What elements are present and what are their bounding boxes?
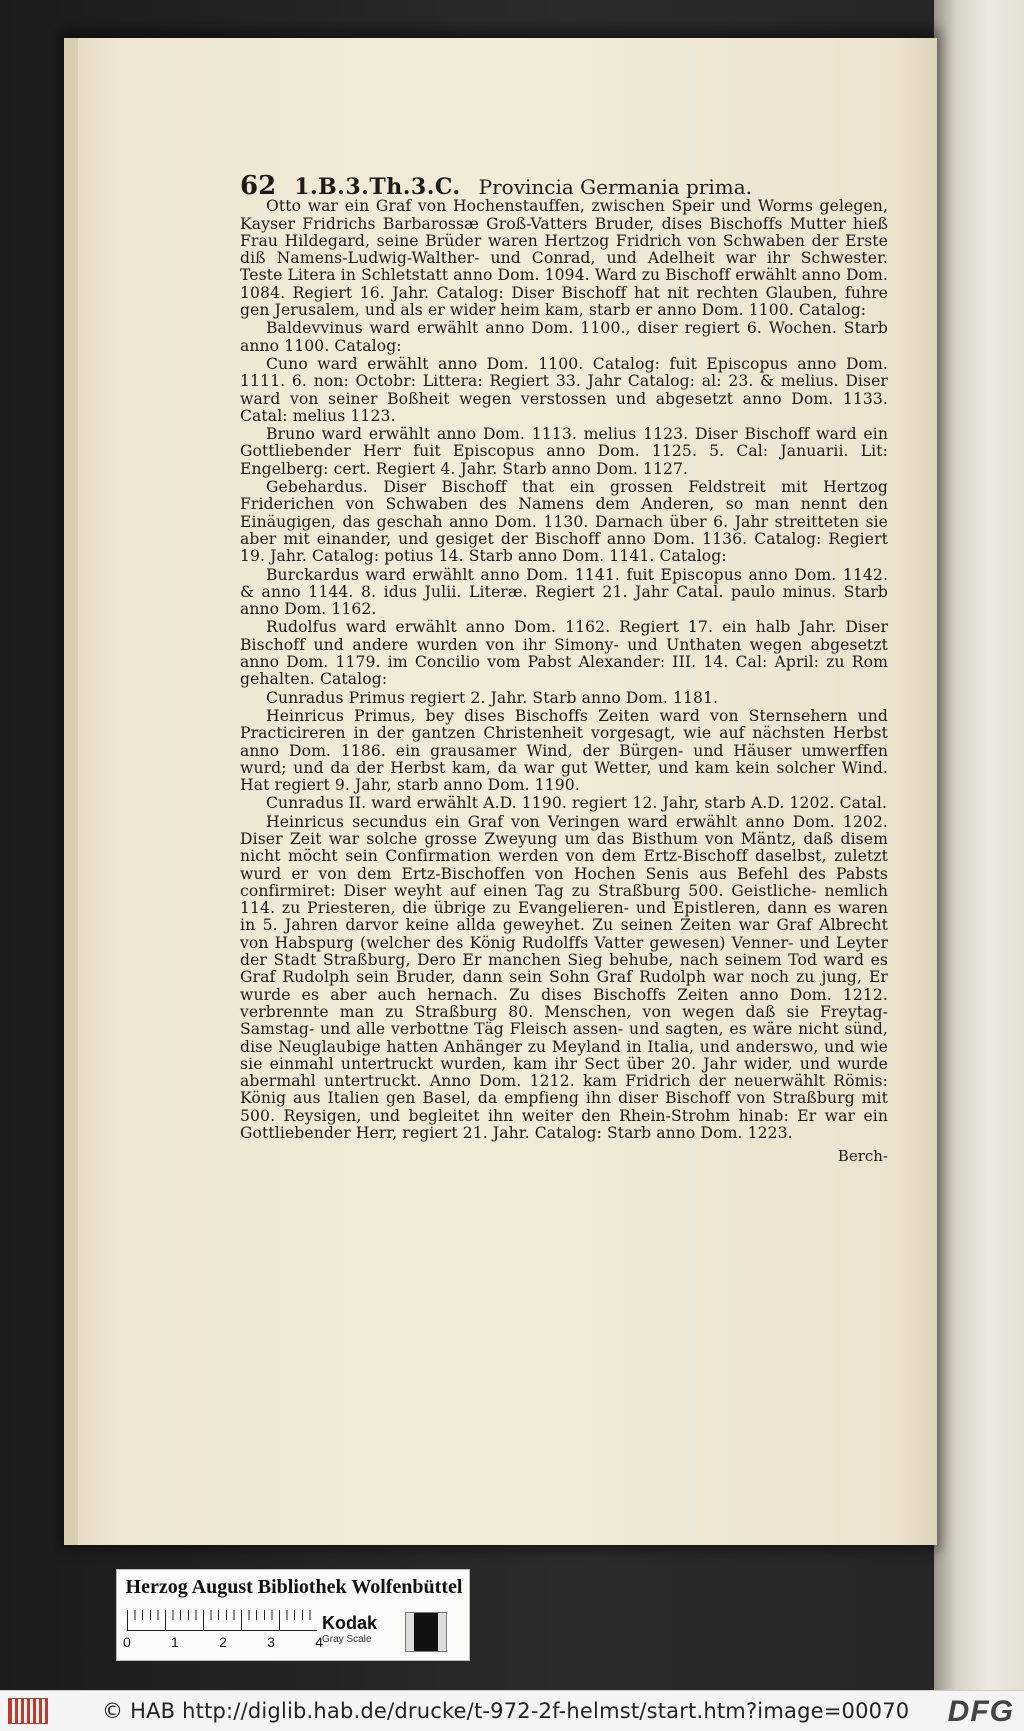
paragraph-gebehardus: Gebehardus. Diser Bischoff that ein grossen Feldstreit mit Hertzog Friderichen von Schwaben des Namens dem Anderen, so man nennt den Einäugigen, das geschah anno Dom. 1130. Darnach über 6. Jahr streitteten sie aber mit einander, und gesiget der Bischoff anno Dom. 1136. Catalog: Regiert 19. Jahr. Catalog: potius 14. Starb anno Dom. 1141. Catalog: <box>240 478 888 566</box>
dfg-logo[interactable]: DFG <box>947 1695 1014 1728</box>
viewer-footer-bar <box>0 1690 1024 1731</box>
ruler-scale <box>127 1610 317 1631</box>
paragraph-heinricus-primus: Heinricus Primus, bey dises Bischoffs Zeiten ward von Sternsehern und Practicireren in der gantzen Christenheit vorgesagt, wie auf nächsten Herbst anno Dom. 1186. ein grausamer Wind, der Bürgen- und Häuser umwerffen wurd; und da der Herbst kam, da war gut Wetter, und kam kein solcher Wind. Hat regiert 9. Jahr, starb anno Dom. 1190. <box>240 706 888 795</box>
paragraph-bruno: Bruno ward erwählt anno Dom. 1113. melius 1123. Diser Bischoff ward ein Gottliebender Herr fuit Episcopus anno Dom. 1125. 5. Cal: Januarii. Lit: Engelberg: cert. Regiert 4. Jahr. Starb anno Dom. 1127. <box>240 425 888 478</box>
color-calibration-card <box>116 1569 470 1661</box>
paragraph-otto: Otto war ein Graf von Hochenstauffen, zwischen Speir und Worms gelegen, Kayser Fridrichs Barbarossæ Groß-Vatters Bruder, dises Bischoffs Mutter hieß Frau Hildegard, seine Brüder waren Hertzog Fridrich von Schwaben der Erste diß Namens-Ludwig-Walther- und Conrad, und Adelheit war ihr Schwester. Teste Litera in Schletstatt anno Dom. 1094. Ward zu Bischoff erwählt anno Dom. 1084. Regiert 16. Jahr. Catalog: Diser Bischoff hat nit rechten Glauben, fuhre gen Jerusalem, und als er wider heim kam, starb er anno Dom. 1100. Catalog: <box>240 197 888 320</box>
next-page-edge <box>934 0 1024 1690</box>
page-number: 62 <box>240 171 277 201</box>
ruler-number: 4 <box>315 1634 323 1650</box>
page-text-block <box>240 171 888 1166</box>
running-head-latin: Provincia Germania prima. <box>478 175 752 199</box>
hab-logo-icon[interactable] <box>8 1698 48 1724</box>
ruler-number: 0 <box>123 1634 131 1650</box>
paragraph-rudolfus: Rudolfus ward erwählt anno Dom. 1162. Regiert 17. ein halb Jahr. Diser Bischoff und andere wurden von ihr Simony- und Unthaten wegen abgesetzt anno Dom. 1179. im Concilio vom Pabst Alexander: III. 14. Cal: April: zu Rom gehalten. Catalog: <box>240 618 888 689</box>
gray-scale-swatch <box>405 1612 447 1652</box>
catchword: Berch- <box>837 1147 888 1166</box>
paragraph-heinricus-secundus: Heinricus secundus ein Graf von Veringen ward erwählt anno Dom. 1202. Diser Zeit war solche grosse Zweyung um das Bisthum von Mäntz, daß disem nicht möcht sein Confirmation werden von dem Ertz-Bischoff daselbst, zuletzt wurd er von dem Ertz-Bischoffen von Hochen Senis aus Befehl des Pabsts confirmiret: Diser weyht auf einen Tag zu Straßburg 500. Geistliche- nemlich 114. zu Priesteren, die übrige zu Evangelieren- und Epistleren, dann es waren in 5. Jahren darvor keine allda geweyhet. Zu seinen Zeiten war Graf Albrecht von Habspurg (welcher des König Rudolffs Vatter gewesen) Venner- und Leyter der Stadt Straßburg, Dero Er manchen Sieg behube, nach seinem Tod ward es Graf Rudolph sein Bruder, dann sein Sohn Graf Rudolph war noch zu jung, Er wurde es aber auch hernach. Zu dises Bischoffs Zeiten anno Dom. 1212. verbrennte man zu Straßburg 80. Menschen, von wegen daß sie Freytag- Samstag- und alle verbottne Täg Fleisch assen- und sagten, es wäre nicht sünd, dise Neuglaubige hatten Anhänger zu Meyland in Italia, und anderswo, und wie sie einmahl untertruckt wurden, kam ihr Sect über 20. Jahr wider, und wurde abermahl untertruckt. Anno Dom. 1212. kam Fridrich der neuerwählt Römis: König aus Italien gen Basel, da empfieng ihn diser Bischoff von Straßburg mit 500. Reysigen, und begleitet ihn weiter den Rhein-Strohm hinab: Er war ein Gottliebender Herr, regiert 21. Jahr. Catalog: Starb anno Dom. 1223. <box>240 812 888 1143</box>
ruler-number: 2 <box>219 1634 227 1650</box>
paragraph-baldevvinus: Baldevvinus ward erwählt anno Dom. 1100., diser regiert 6. Wochen. Starb anno 1100. Catalog: <box>240 319 888 355</box>
gray-scale-label: Gray Scale <box>322 1634 372 1645</box>
paragraph-cuno: Cuno ward erwählt anno Dom. 1100. Catalog: fuit Episcopus anno Dom. 1111. 6. non: Octobr: Littera: Regiert 33. Jahr Catalog: al: 23. & melius. Diser ward von seiner Boßheit wegen verstossen und abgesetzt anno Dom. 1133. Catal: melius 1123. <box>240 354 888 425</box>
page-header <box>240 171 888 201</box>
library-name: Herzog August Bibliothek Wolfenbüttel <box>125 1576 463 1598</box>
ruler-numbers <box>123 1634 323 1650</box>
ruler-number: 1 <box>171 1634 179 1650</box>
kodak-label: Kodak <box>322 1613 378 1633</box>
source-url-link[interactable]: © HAB http://diglib.hab.de/drucke/t-972-2f-helmst/start.htm?image=00070 <box>102 1699 910 1723</box>
paragraph-burckardus: Burckardus ward erwählt anno Dom. 1141. fuit Episcopus anno Dom. 1142. & anno 1144. 8. idus Julii. Literæ. Regiert 21. Jahr Catal. paulo minus. Starb anno Dom. 1162. <box>240 565 888 619</box>
paragraph-cunradus-ii: Cunradus II. ward erwählt A.D. 1190. regiert 12. Jahr, starb A.D. 1202. Catal. <box>266 794 888 813</box>
running-head: 1.B.3.Th.3.C. <box>294 174 461 200</box>
paragraph-cunradus-primus: Cunradus Primus regiert 2. Jahr. Starb anno Dom. 1181. <box>266 688 719 707</box>
ruler-number: 3 <box>267 1634 275 1650</box>
